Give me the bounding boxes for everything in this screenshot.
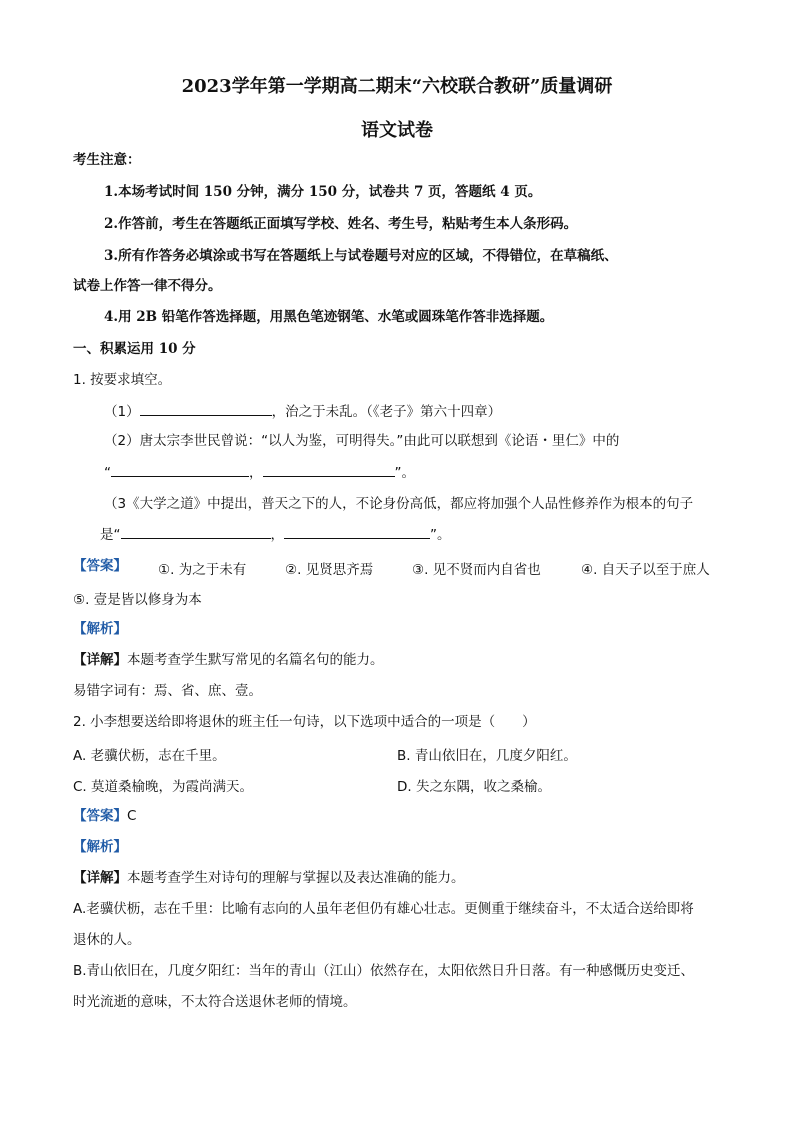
q1-answer-4	[581, 558, 710, 578]
q2-detail	[73, 868, 465, 888]
notice-heading: 考生注意：	[73, 152, 141, 168]
q1-answer-2-num: ②	[285, 562, 298, 578]
q1-part2-comma: ，	[249, 465, 263, 481]
q1-part1-suffix: ，治之于未乱。（《老子》第六十四章）	[271, 404, 502, 420]
q1-part3-close: ”。	[430, 527, 451, 543]
q1-detail	[73, 650, 384, 670]
q2-answer-row	[73, 806, 136, 826]
q1-blank-2[interactable]	[111, 462, 249, 477]
q1-part2-close: ”。	[394, 465, 415, 481]
q1-answer-2-text: . 见贤思齐焉	[297, 562, 374, 578]
q1-part2-line2	[104, 462, 415, 483]
notice-item-4: 4.用 2B 铅笔作答选择题，用黑色笔迹钢笔、水笔或圆珠笔作答非选择题。	[104, 309, 554, 325]
notice-item-3: 3.所有作答务必填涂或书写在答题纸上与试卷题号对应的区域，不得错位，在草稿纸、	[104, 248, 618, 264]
q2-analysis-tag: 【解析】	[73, 839, 127, 855]
q1-part3-line2	[100, 524, 451, 545]
q1-answer-3	[412, 558, 541, 578]
q2-answer-tag: 【答案】	[73, 808, 127, 824]
q2-analysis-b-line2: 时光流逝的意味，不太符合送退休老师的情境。	[73, 994, 357, 1010]
q2-analysis-a-line1: A.老骥伏枥，志在千里：比喻有志向的人虽年老但仍有雄心壮志。更侧重于继续奋斗，不太适合送给即将	[73, 901, 694, 917]
q1-part3-line1: （3《大学之道》中提出，普天之下的人，不论身份高低，都应将加强个人品性修养作为根本的句子	[104, 496, 694, 512]
q1-analysis-tag: 【解析】	[73, 621, 127, 637]
q2-stem: 2. 小李想要送给即将退休的班主任一句诗，以下选项中适合的一项是（ ）	[73, 714, 536, 730]
notice-item-2: 2.作答前，考生在答题纸正面填写学校、姓名、考生号，粘贴考生本人条形码。	[104, 216, 578, 232]
q1-detail-text: 本题考查学生默写常见的名篇名句的能力。	[127, 652, 384, 668]
q2-option-c[interactable]: C. 莫道桑榆晚，为霞尚满天。	[73, 779, 254, 795]
q2-detail-tag: 【详解】	[73, 870, 127, 886]
q1-answer-1-text: . 为之于未有	[170, 562, 247, 578]
q1-answer-5-num: ⑤	[73, 592, 86, 608]
notice-item-1: 1.本场考试时间 150 分钟，满分 150 分，试卷共 7 页，答题纸 4 页。	[104, 184, 542, 200]
q1-detail-tag: 【详解】	[73, 652, 127, 668]
q1-blank-4[interactable]	[121, 524, 271, 539]
q1-answer-2	[285, 558, 373, 578]
q1-part2-open: “	[104, 465, 111, 481]
q1-answer-5	[73, 588, 202, 608]
q1-answer-4-text: . 自天子以至于庶人	[593, 562, 710, 578]
exam-title: 2023学年第一学期高二期末“六校联合教研”质量调研	[181, 76, 613, 97]
q1-part3-prefix: 是“	[100, 527, 121, 543]
q1-answer-1-num: ①	[158, 562, 171, 578]
q1-answer-row	[73, 556, 127, 576]
q2-analysis-b-line1: B.青山依旧在，几度夕阳红：当年的青山（江山）依然存在，太阳依然日升日落。有一种感慨历史变迁、	[73, 963, 695, 979]
q2-answer-value: C	[127, 808, 137, 824]
q1-blank-1[interactable]	[140, 401, 272, 416]
section-heading: 一、积累运用 10 分	[73, 341, 196, 357]
q2-option-a[interactable]: A. 老骥伏枥，志在千里。	[73, 748, 226, 764]
q1-error-words: 易错字词有：焉、省、庶、壹。	[73, 683, 262, 699]
notice-item-3-cont: 试卷上作答一律不得分。	[73, 278, 222, 294]
q2-option-b[interactable]: B. 青山依旧在，几度夕阳红。	[397, 748, 577, 764]
q2-option-d[interactable]: D. 失之东隅，收之桑榆。	[397, 779, 551, 795]
q1-blank-3[interactable]	[263, 462, 395, 477]
q1-answer-tag: 【答案】	[73, 558, 127, 574]
q1-part3-comma: ，	[270, 527, 284, 543]
q2-analysis-a-line2: 退休的人。	[73, 932, 141, 948]
q1-part1	[104, 401, 501, 422]
q2-detail-text: 本题考查学生对诗句的理解与掌握以及表达准确的能力。	[127, 870, 465, 886]
q1-part2-line1: （2）唐太宗李世民曾说：“以人为鉴，可明得失。”由此可以联想到《论语・里仁》中的	[104, 433, 620, 449]
q1-answer-1	[158, 558, 246, 578]
exam-subtitle: 语文试卷	[361, 120, 433, 141]
q1-answer-4-num: ④	[581, 562, 594, 578]
q1-answer-3-text: . 见不贤而内自省也	[424, 562, 541, 578]
q1-blank-5[interactable]	[284, 524, 430, 539]
q1-answer-3-num: ③	[412, 562, 425, 578]
q1-answer-5-text: . 壹是皆以修身为本	[85, 592, 202, 608]
q1-stem: 1. 按要求填空。	[73, 372, 172, 388]
q1-part1-prefix: （1）	[104, 404, 140, 420]
